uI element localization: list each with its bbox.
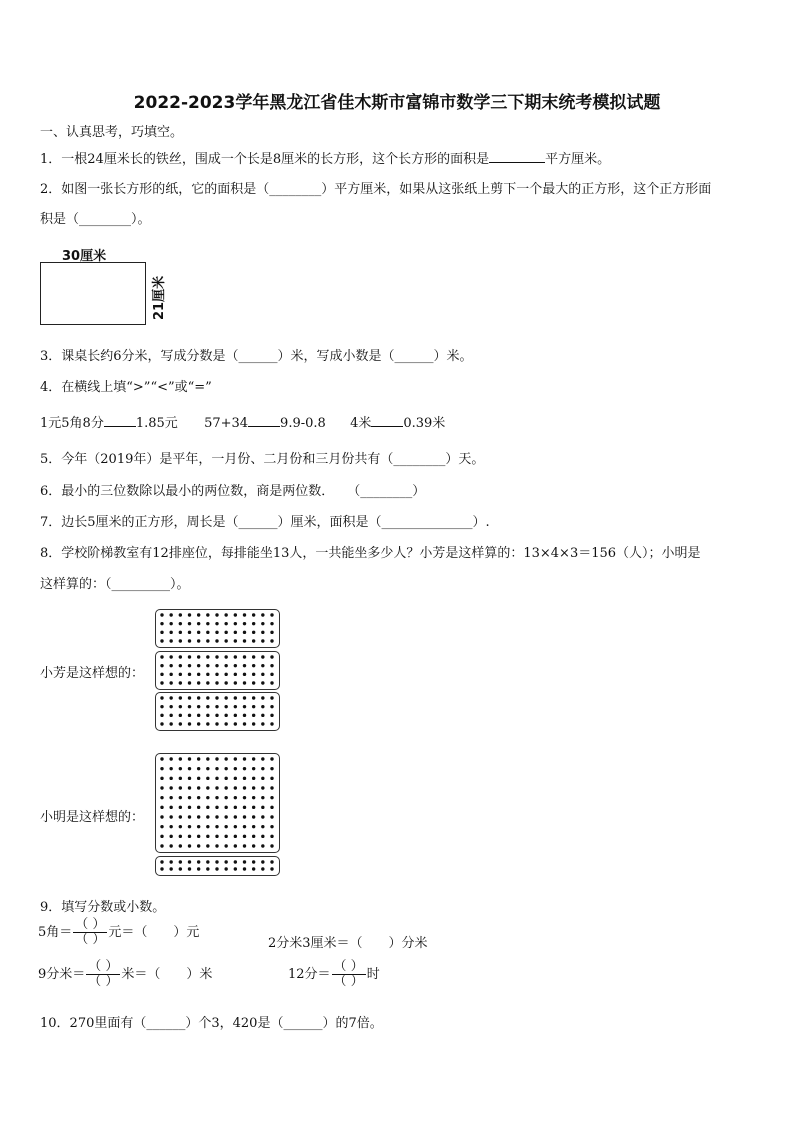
seat-group-box — [155, 692, 280, 731]
fraction-blank[interactable]: $\frac{( )}{( )}$ — [333, 959, 364, 989]
compare-left-3: 4米 — [350, 416, 372, 431]
q9-item3-pre: 9分米＝ — [38, 967, 86, 982]
compare-right-1: 1.85元 — [135, 416, 178, 431]
fraction-blank[interactable]: $\frac{( )}{( )}$ — [75, 917, 106, 947]
seat-group-box — [155, 856, 280, 876]
rectangle-figure — [40, 262, 146, 325]
question-4-comparisons — [40, 412, 445, 431]
page-title: 2022-2023学年黑龙江省佳木斯市富锦市数学三下期末统考模拟试题 — [133, 93, 661, 113]
question-3: 3．课桌长约6分米，写成分数是（______）米，写成小数是（______）米。 — [40, 349, 473, 364]
q9-item3-post: 米＝（ ）米 — [121, 967, 213, 982]
question-4: 4．在横线上填“>”“<”或“=” — [40, 380, 212, 395]
compare-blank-1[interactable] — [104, 414, 136, 427]
question-7: 7．边长5厘米的正方形，周长是（______）厘米，面积是（______________）. — [40, 515, 490, 530]
question-1-unit: 平方厘米。 — [545, 152, 611, 167]
compare-right-3: 0.39米 — [403, 416, 446, 431]
question-9-row1 — [38, 918, 199, 947]
question-8-line1: 8．学校阶梯教室有12排座位，每排能坐13人，一共能坐多少人？小芳是这样算的：13×4×3＝156（人）；小明是 — [40, 546, 701, 561]
question-8-line2: 这样算的：（_________）。 — [40, 577, 190, 592]
compare-blank-2[interactable] — [248, 414, 280, 427]
compare-left-1: 1元5角8分 — [40, 416, 104, 431]
q9-item1-post: 元＝（ ）元 — [108, 925, 200, 940]
question-5: 5．今年（2019年）是平年，一月份、二月份和三月份共有（________）天。 — [40, 452, 485, 467]
compare-blank-3[interactable] — [371, 414, 403, 427]
question-9: 9．填写分数或小数。 — [40, 900, 166, 915]
question-2-line2: 积是（________）。 — [40, 212, 151, 227]
question-9-row2 — [38, 960, 212, 989]
fraction-blank[interactable]: $\frac{( )}{( )}$ — [88, 959, 119, 989]
question-10: 10．270里面有（______）个3，420是（______）的7倍。 — [40, 1016, 383, 1031]
question-6: 6．最小的三位数除以最小的两位数，商是两位数． （________） — [40, 484, 426, 499]
rectangle-length-label: 30厘米 — [62, 249, 107, 264]
seat-group-box — [155, 609, 280, 648]
q9-item4-pre: 12分＝ — [288, 967, 331, 982]
q9-item1-pre: 5角＝ — [38, 925, 73, 940]
xiaoming-label: 小明是这样想的： — [40, 810, 145, 825]
seat-group-box — [155, 651, 280, 690]
question-1-text: 1．一根24厘米长的铁丝，围成一个长是8厘米的长方形，这个长方形的面积是 — [40, 152, 490, 167]
compare-left-2: 57+34 — [204, 416, 249, 431]
q9-item2: 2分米3厘米＝（ ）分米 — [268, 936, 428, 951]
question-2-line1: 2．如图一张长方形的纸，它的面积是（________）平方厘米，如果从这张纸上剪下一个最大的正方形，这个正方形面 — [40, 182, 712, 197]
question-9-row2b — [288, 960, 380, 989]
q9-item4-post: 时 — [366, 967, 380, 982]
seat-group-box — [155, 753, 280, 853]
answer-blank[interactable] — [489, 150, 545, 163]
compare-right-2: 9.9-0.8 — [280, 416, 326, 431]
xiaofang-label: 小芳是这样想的： — [40, 666, 145, 681]
section-heading: 一、认真思考，巧填空。 — [40, 125, 184, 140]
question-1 — [40, 148, 610, 167]
